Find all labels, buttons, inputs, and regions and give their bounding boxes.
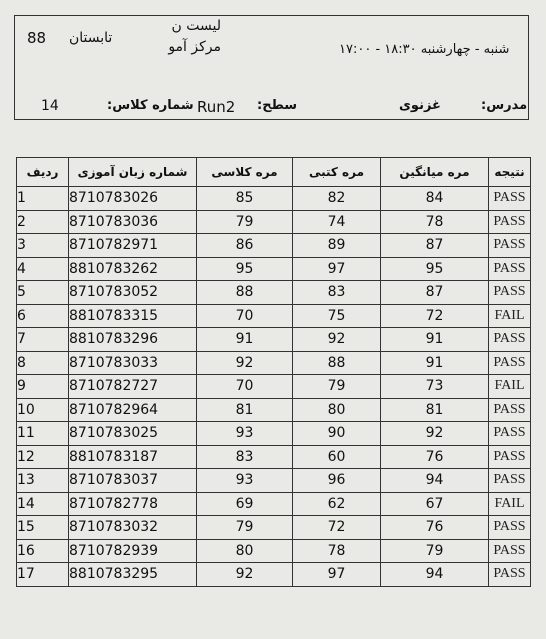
written-score-cell: 74 [293, 210, 381, 234]
col-header-average-score: مره میانگین [381, 158, 489, 187]
class-score-cell: 81 [197, 398, 293, 422]
class-score-cell: 79 [197, 516, 293, 540]
table-row [17, 351, 531, 375]
table-row [17, 234, 531, 258]
written-score-cell: 89 [293, 234, 381, 258]
average-score-cell: 76 [381, 445, 489, 469]
class-score-cell: 86 [197, 234, 293, 258]
student-id-cell: 8810783262 [69, 257, 197, 281]
row-number-cell: 4 [17, 257, 69, 281]
table-row [17, 398, 531, 422]
written-score-cell: 97 [293, 563, 381, 587]
row-number-cell: 11 [17, 422, 69, 446]
result-cell: PASS [489, 281, 531, 305]
row-number-cell: 15 [17, 516, 69, 540]
student-id-cell: 8710783032 [69, 516, 197, 540]
grades-table [16, 157, 531, 587]
class-score-cell: 92 [197, 563, 293, 587]
table-row [17, 539, 531, 563]
class-number: 14 [41, 98, 59, 114]
written-score-cell: 78 [293, 539, 381, 563]
student-id-cell: 8810783315 [69, 304, 197, 328]
written-score-cell: 88 [293, 351, 381, 375]
level-label: سطح: [257, 98, 298, 113]
row-number-cell: 6 [17, 304, 69, 328]
average-score-cell: 94 [381, 563, 489, 587]
result-cell: PASS [489, 210, 531, 234]
result-cell: PASS [489, 563, 531, 587]
written-score-cell: 79 [293, 375, 381, 399]
row-number-cell: 16 [17, 539, 69, 563]
written-score-cell: 90 [293, 422, 381, 446]
student-id-cell: 8710782971 [69, 234, 197, 258]
average-score-cell: 91 [381, 351, 489, 375]
row-number-cell: 17 [17, 563, 69, 587]
class-score-cell: 95 [197, 257, 293, 281]
class-info-header [14, 15, 529, 120]
col-header-class-score: مره کلاسی [197, 158, 293, 187]
written-score-cell: 83 [293, 281, 381, 305]
student-id-cell: 8710782939 [69, 539, 197, 563]
average-score-cell: 81 [381, 398, 489, 422]
class-number-label: شماره کلاس: [107, 98, 194, 113]
student-id-cell: 8710782778 [69, 492, 197, 516]
student-id-cell: 8810783295 [69, 563, 197, 587]
average-score-cell: 95 [381, 257, 489, 281]
row-number-cell: 2 [17, 210, 69, 234]
class-score-cell: 80 [197, 539, 293, 563]
class-score-cell: 69 [197, 492, 293, 516]
row-number-cell: 14 [17, 492, 69, 516]
result-cell: PASS [489, 398, 531, 422]
class-score-cell: 88 [197, 281, 293, 305]
level-value: Run2 [197, 98, 236, 116]
written-score-cell: 62 [293, 492, 381, 516]
table-row [17, 469, 531, 493]
average-score-cell: 78 [381, 210, 489, 234]
written-score-cell: 60 [293, 445, 381, 469]
teacher-label: مدرس: [481, 98, 528, 113]
col-header-result: نتیجه [489, 158, 531, 187]
result-cell: PASS [489, 328, 531, 352]
table-row [17, 281, 531, 305]
average-score-cell: 87 [381, 234, 489, 258]
class-score-cell: 83 [197, 445, 293, 469]
result-cell: PASS [489, 257, 531, 281]
written-score-cell: 97 [293, 257, 381, 281]
result-cell: PASS [489, 187, 531, 211]
result-cell: PASS [489, 351, 531, 375]
class-schedule: شنبه - چهارشنبه ۱۸:۳۰ - ۱۷:۰۰ [339, 42, 510, 57]
average-score-cell: 79 [381, 539, 489, 563]
row-number-cell: 13 [17, 469, 69, 493]
row-number-cell: 8 [17, 351, 69, 375]
average-score-cell: 91 [381, 328, 489, 352]
student-id-cell: 8710783026 [69, 187, 197, 211]
table-row [17, 328, 531, 352]
written-score-cell: 80 [293, 398, 381, 422]
table-header-row [17, 158, 531, 187]
average-score-cell: 87 [381, 281, 489, 305]
average-score-cell: 76 [381, 516, 489, 540]
table-row [17, 304, 531, 328]
average-score-cell: 84 [381, 187, 489, 211]
result-cell: PASS [489, 445, 531, 469]
student-id-cell: 8710782964 [69, 398, 197, 422]
written-score-cell: 72 [293, 516, 381, 540]
col-header-row-number: ردیف [17, 158, 69, 187]
class-score-cell: 70 [197, 375, 293, 399]
student-id-cell: 8710783037 [69, 469, 197, 493]
class-score-cell: 93 [197, 469, 293, 493]
row-number-cell: 7 [17, 328, 69, 352]
result-cell: PASS [489, 516, 531, 540]
table-row [17, 492, 531, 516]
class-score-cell: 93 [197, 422, 293, 446]
average-score-cell: 67 [381, 492, 489, 516]
table-row [17, 210, 531, 234]
student-id-cell: 8810783187 [69, 445, 197, 469]
season: تابستان [69, 30, 113, 46]
written-score-cell: 96 [293, 469, 381, 493]
document-title: لیست ن [171, 18, 221, 34]
table-row [17, 187, 531, 211]
center-name: مرکز آمو [168, 39, 221, 55]
table-row [17, 563, 531, 587]
written-score-cell: 75 [293, 304, 381, 328]
table-row [17, 375, 531, 399]
col-header-student-id: شماره زبان آموزی [69, 158, 197, 187]
result-cell: PASS [489, 234, 531, 258]
table-row [17, 257, 531, 281]
student-id-cell: 8710782727 [69, 375, 197, 399]
table-row [17, 445, 531, 469]
row-number-cell: 10 [17, 398, 69, 422]
class-score-cell: 92 [197, 351, 293, 375]
result-cell: FAIL [489, 375, 531, 399]
average-score-cell: 72 [381, 304, 489, 328]
average-score-cell: 94 [381, 469, 489, 493]
table-row [17, 516, 531, 540]
student-id-cell: 8710783025 [69, 422, 197, 446]
col-header-written-score: مره کتبی [293, 158, 381, 187]
written-score-cell: 92 [293, 328, 381, 352]
result-cell: PASS [489, 422, 531, 446]
class-score-cell: 91 [197, 328, 293, 352]
result-cell: PASS [489, 539, 531, 563]
average-score-cell: 92 [381, 422, 489, 446]
row-number-cell: 12 [17, 445, 69, 469]
student-id-cell: 8710783033 [69, 351, 197, 375]
class-score-cell: 79 [197, 210, 293, 234]
year: 88 [27, 29, 47, 47]
class-score-cell: 85 [197, 187, 293, 211]
table-row [17, 422, 531, 446]
row-number-cell: 5 [17, 281, 69, 305]
written-score-cell: 82 [293, 187, 381, 211]
student-id-cell: 8710783052 [69, 281, 197, 305]
result-cell: FAIL [489, 304, 531, 328]
student-id-cell: 8710783036 [69, 210, 197, 234]
class-score-cell: 70 [197, 304, 293, 328]
average-score-cell: 73 [381, 375, 489, 399]
row-number-cell: 1 [17, 187, 69, 211]
row-number-cell: 9 [17, 375, 69, 399]
row-number-cell: 3 [17, 234, 69, 258]
result-cell: FAIL [489, 492, 531, 516]
result-cell: PASS [489, 469, 531, 493]
student-id-cell: 8810783296 [69, 328, 197, 352]
teacher-name: غزنوی [399, 98, 441, 113]
